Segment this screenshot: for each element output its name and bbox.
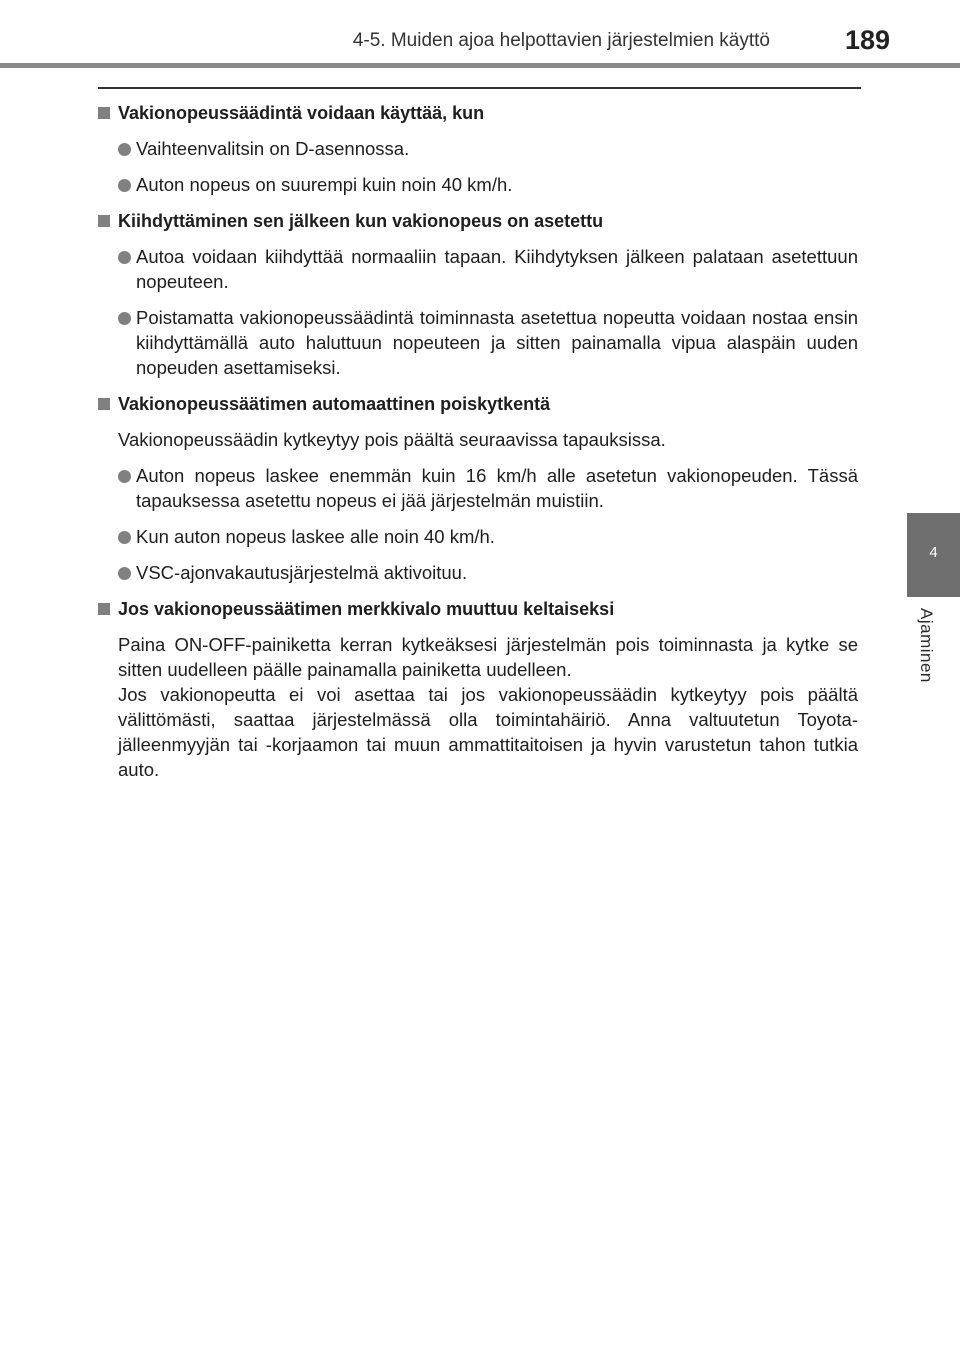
square-bullet-icon xyxy=(98,107,110,119)
list-item xyxy=(98,560,858,585)
circle-bullet-icon xyxy=(118,312,131,325)
bullet-list xyxy=(98,244,858,380)
section-heading xyxy=(98,208,858,234)
list-item xyxy=(98,463,858,513)
circle-bullet-icon xyxy=(118,143,131,156)
list-item-text: Vaihteenvalitsin on D-asennossa. xyxy=(136,138,410,159)
list-item-text: VSC-ajonvakautusjärjestelmä aktivoituu. xyxy=(136,562,468,583)
section-heading-text: Jos vakionopeussäätimen merkkivalo muuttuu keltaiseksi xyxy=(118,599,615,619)
section-heading xyxy=(98,596,858,622)
section-heading xyxy=(98,100,858,126)
chapter-label: Ajaminen xyxy=(917,608,936,683)
list-item xyxy=(98,244,858,294)
section-conditions xyxy=(98,100,858,197)
list-item xyxy=(98,136,858,161)
circle-bullet-icon xyxy=(118,251,131,264)
page-content xyxy=(98,100,858,782)
section-auto-cancel xyxy=(98,391,858,585)
list-item-text: Auton nopeus on suurempi kuin noin 40 km/h. xyxy=(136,174,513,195)
bullet-list xyxy=(98,136,858,197)
circle-bullet-icon xyxy=(118,531,131,544)
section-heading-text: Vakionopeussäädintä voidaan käyttää, kun xyxy=(118,103,485,123)
page-number: 189 xyxy=(844,25,890,55)
section-acceleration xyxy=(98,208,858,380)
section-heading xyxy=(98,391,858,417)
chapter-number: 4 xyxy=(929,544,938,561)
section-heading-text: Vakionopeussäätimen automaattinen poiskytkentä xyxy=(118,394,551,414)
section-indicator-yellow xyxy=(98,596,858,782)
page-header xyxy=(0,0,960,70)
square-bullet-icon xyxy=(98,398,110,410)
section-heading-text: Kiihdyttäminen sen jälkeen kun vakionopeus on asetettu xyxy=(118,211,604,231)
list-item-text: Auton nopeus laskee enemmän kuin 16 km/h alle asetetun vakionopeuden. Tässä tapauksessa asetettu nopeus ei jää järjestelmän muistiin. xyxy=(136,465,858,511)
list-item-text: Autoa voidaan kiihdyttää normaaliin tapaan. Kiihdytyksen jälkeen palataan asetettuun nopeuteen. xyxy=(136,246,858,292)
chapter-tab xyxy=(907,513,960,597)
bullet-list xyxy=(98,463,858,585)
header-title: 4-5. Muiden ajoa helpottavien järjestelmien käyttö xyxy=(352,30,770,51)
square-bullet-icon xyxy=(98,215,110,227)
circle-bullet-icon xyxy=(118,567,131,580)
square-bullet-icon xyxy=(98,603,110,615)
section-divider xyxy=(98,87,861,89)
list-item xyxy=(98,172,858,197)
header-rule xyxy=(0,63,960,68)
section-intro: Vakionopeussäädin kytkeytyy pois päältä seuraavissa tapauksissa. xyxy=(118,429,666,450)
circle-bullet-icon xyxy=(118,470,131,483)
paragraph: Paina ON-OFF-painiketta kerran kytkeäksesi järjestelmän pois toiminnasta ja kytke se sitten uudelleen päälle painamalla painiketta uudelleen. xyxy=(118,634,858,680)
list-item xyxy=(98,305,858,380)
list-item-text: Poistamatta vakionopeussäädintä toiminnasta asetettua nopeutta voidaan nostaa ensin kiihdyttämällä auto haluttuun nopeuteen ja sitten painamalla vipua alaspäin uuden nopeuden asettamiseksi. xyxy=(136,307,858,378)
circle-bullet-icon xyxy=(118,179,131,192)
list-item xyxy=(98,524,858,549)
paragraph: Jos vakionopeutta ei voi asettaa tai jos vakionopeussäädin kytkeytyy pois päältä välittömästi, saattaa järjestelmässä olla toimintahäiriö. Anna valtuutetun Toyota-jälleenmyyjän tai -korjaamon tai muun ammattitaitoisen ja hyvin varustetun tahon tutkia auto. xyxy=(118,684,858,780)
list-item-text: Kun auton nopeus laskee alle noin 40 km/h. xyxy=(136,526,495,547)
